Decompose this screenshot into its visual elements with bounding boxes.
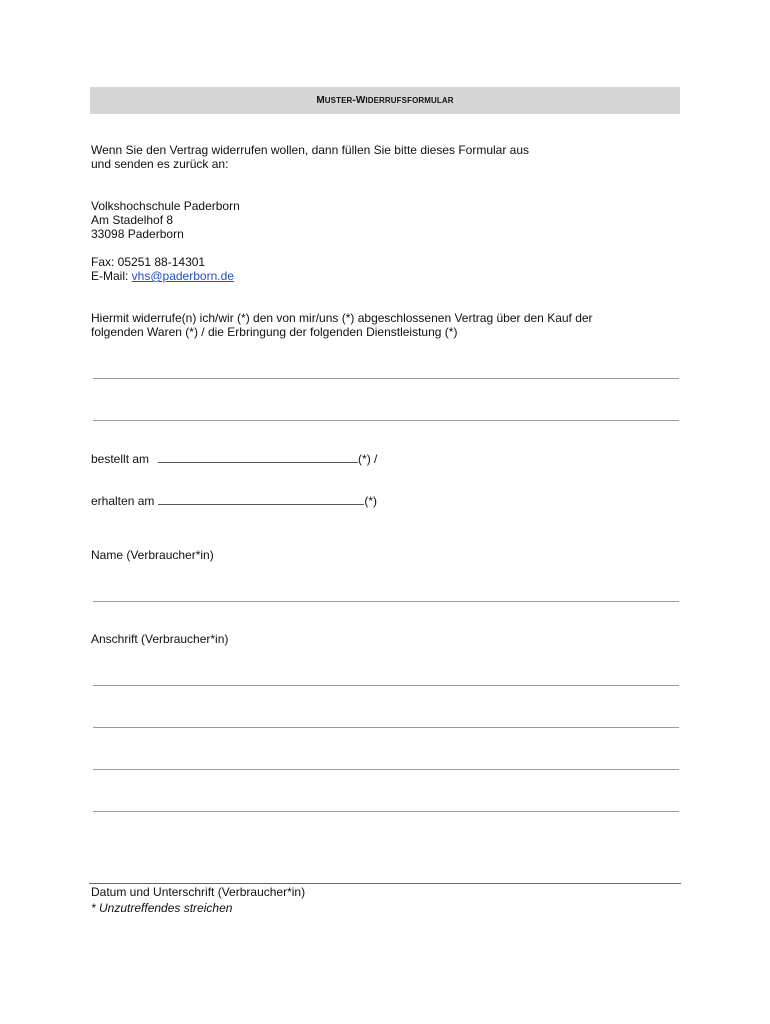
title-word-2: IDERRUFSFORMULAR (365, 96, 454, 105)
recipient-city: 33098 Paderborn (91, 227, 184, 241)
received-row (91, 493, 377, 508)
intro-line-2: und senden es zurück an: (91, 157, 229, 171)
consumer-address-line-1[interactable] (93, 685, 679, 686)
statement-line-1: Hiermit widerrufe(n) ich/wir (*) den von mir/uns (*) abgeschlossenen Vertrag über den Kauf der (91, 311, 593, 325)
form-title-bar (90, 87, 680, 114)
title-dash: - (352, 95, 356, 106)
email-label: E-Mail: (91, 269, 132, 283)
intro-line-1: Wenn Sie den Vertrag widerrufen wollen, dann füllen Sie bitte dieses Formular aus (91, 143, 530, 157)
consumer-address-line-4[interactable] (93, 811, 679, 812)
recipient-fax: Fax: 05251 88-14301 (91, 255, 206, 269)
received-label: erhalten am (91, 494, 155, 508)
title-initial-1: M (316, 95, 325, 106)
statement-line-2: folgenden Waren (*) / die Erbringung der folgenden Dienstleistung (*) (91, 325, 458, 339)
form-title (316, 95, 453, 106)
received-suffix: (*) (364, 494, 378, 508)
goods-line-2[interactable] (93, 420, 679, 421)
consumer-name-label: Name (Verbraucher*in) (91, 548, 214, 562)
title-initial-2: W (355, 95, 366, 106)
consumer-address-line-2[interactable] (93, 727, 679, 728)
consumer-address-line-3[interactable] (93, 769, 679, 770)
title-word-1: USTER (324, 96, 353, 105)
recipient-name: Volkshochschule Paderborn (91, 199, 240, 213)
consumer-name-line[interactable] (93, 601, 679, 602)
email-link[interactable]: vhs@paderborn.de (131, 269, 234, 283)
signature-line[interactable] (89, 883, 681, 884)
ordered-row (91, 451, 377, 466)
footnote: * Unzutreffendes streichen (91, 901, 233, 915)
ordered-date-field[interactable] (158, 451, 358, 463)
recipient-street: Am Stadelhof 8 (91, 213, 174, 227)
recipient-email-row (91, 269, 234, 283)
ordered-label: bestellt am (91, 452, 150, 466)
ordered-suffix: (*) / (358, 452, 378, 466)
goods-line-1[interactable] (93, 378, 679, 379)
signature-label: Datum und Unterschrift (Verbraucher*in) (91, 885, 306, 899)
consumer-address-label: Anschrift (Verbraucher*in) (91, 632, 229, 646)
received-date-field[interactable] (158, 493, 364, 505)
